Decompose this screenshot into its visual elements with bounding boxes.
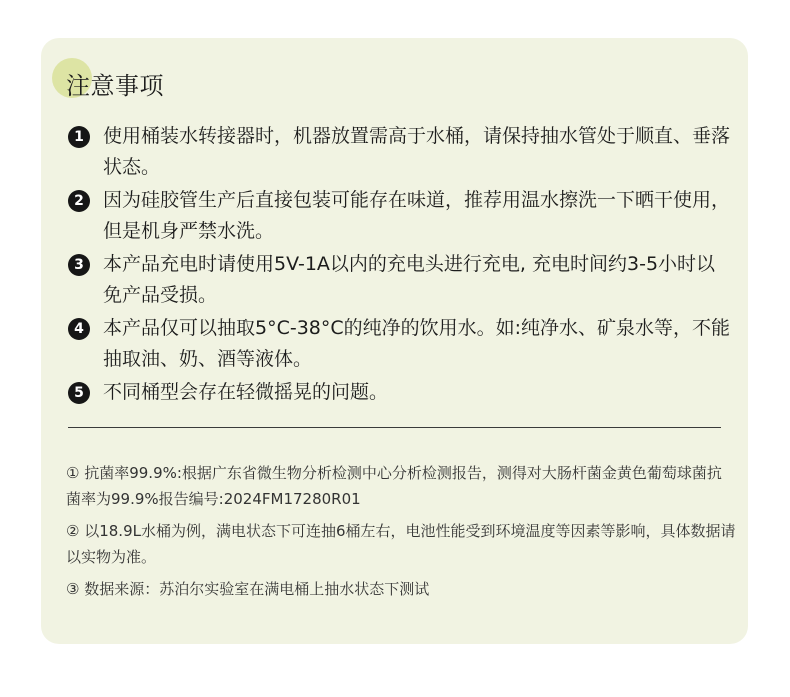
footnote: ③ 数据来源：苏泊尔实验室在满电桶上抽水状态下测试 [66,580,430,598]
notice-title: 注意事项 [66,72,164,100]
footnotes [66,460,736,608]
footnote: ① 抗菌率99.9%:根据广东省微生物分析检测中心分析检测报告，测得对大肠杆菌金黄色葡萄球菌抗菌率为99.9%报告编号:2024FM17280R01 [66,464,722,508]
number-badge-icon: 3 [68,254,90,276]
number-badge-icon: 4 [68,318,90,340]
notice-item-text: 不同桶型会存在轻微摇晃的问题。 [103,381,389,403]
number-badge-icon: 5 [68,382,90,404]
notice-item-text: 本产品充电时请使用5V-1A以内的充电头进行充电, 充电时间约3-5小时以免产品受损。 [103,253,716,306]
footnote: ② 以18.9L水桶为例，满电状态下可连抽6桶左右，电池性能受到环境温度等因素等影响，具体数据请以实物为准。 [66,522,736,566]
notice-item [68,185,733,247]
number-badge-icon: 1 [68,126,90,148]
notice-item-text: 因为硅胶管生产后直接包装可能存在味道，推荐用温水擦洗一下晒干使用，但是机身严禁水洗。 [103,189,731,242]
notice-list [68,121,733,410]
section-divider [68,427,721,428]
notice-item [68,313,733,375]
number-badge-icon: 2 [68,190,90,212]
notice-item-text: 使用桶装水转接器时，机器放置需高于水桶，请保持抽水管处于顺直、垂落状态。 [103,125,731,178]
notice-item [68,377,733,408]
notice-item-text: 本产品仅可以抽取5°C-38°C的纯净的饮用水。如:纯净水、矿泉水等，不能抽取油、奶、酒等液体。 [103,317,731,370]
notice-item [68,249,733,311]
notice-item [68,121,733,183]
